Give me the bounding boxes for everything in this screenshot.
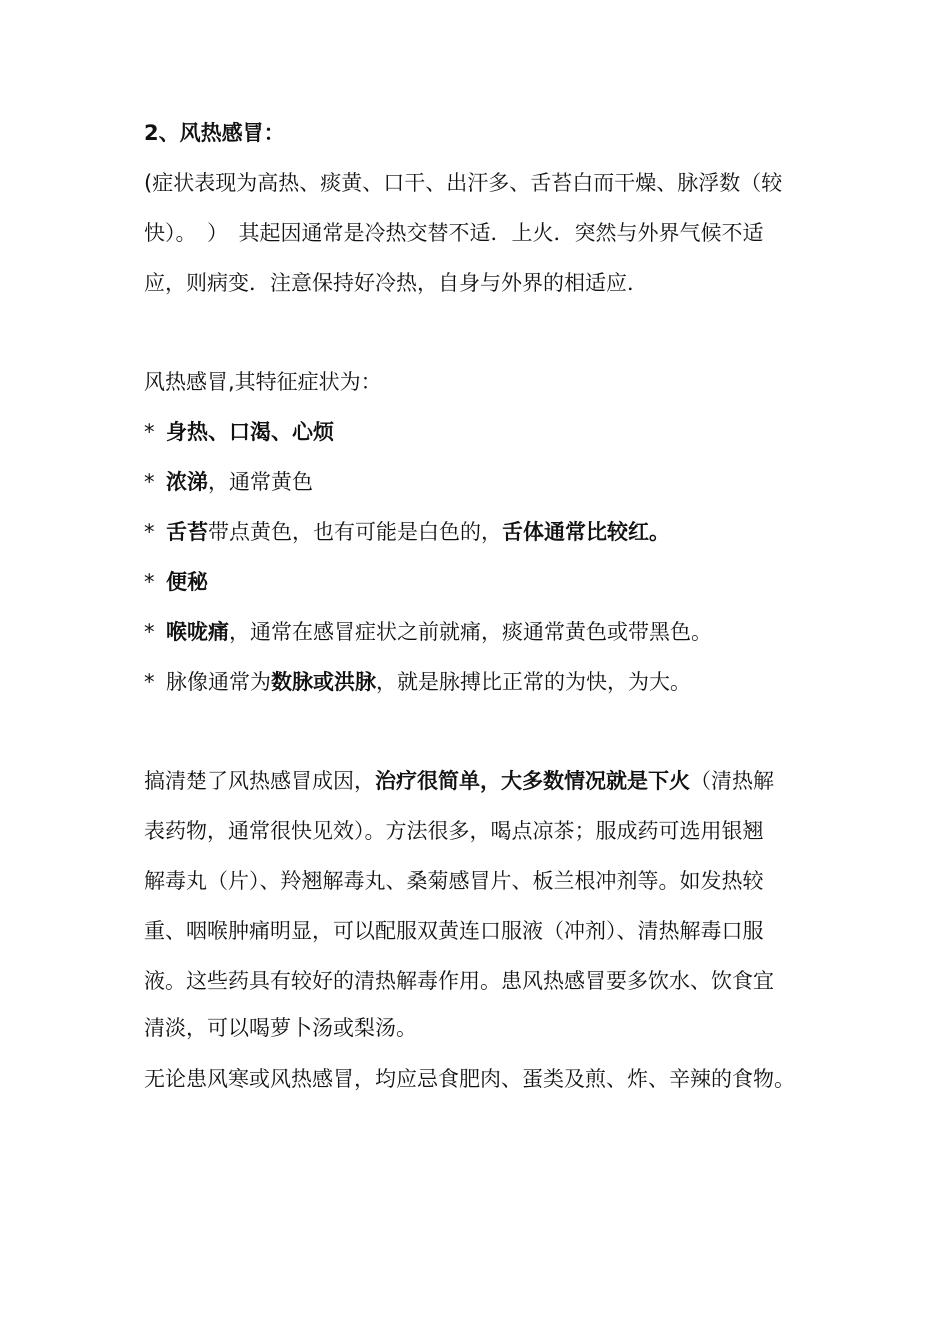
bullet-marker: * — [144, 670, 155, 694]
treatment-line-2: 表药物，通常很快见效）。方法很多，喝点凉茶；服成药可选用银翘 — [144, 819, 764, 843]
treatment-text: （清热解 — [690, 769, 774, 793]
bullet-item — [144, 667, 824, 697]
treatment-line-5: 液。这些药具有较好的清热解毒作用。患风热感冒要多饮水、饮食宜 — [144, 969, 774, 993]
bullet-text: ，通常在感冒症状之前就痛，痰通常黄色或带黑色。 — [229, 620, 712, 644]
bullet-marker: * — [144, 620, 155, 644]
bullet-text: 浓涕 — [166, 470, 208, 494]
bullet-text: 身热、口渴、心烦 — [166, 420, 334, 444]
bullet-item — [144, 467, 824, 497]
features-title: 风热感冒,其特征症状为： — [144, 370, 382, 394]
treatment-emphasis: 治疗很简单，大多数情况就是下火 — [375, 769, 690, 793]
bullet-marker: * — [144, 570, 155, 594]
bullet-item — [144, 517, 824, 547]
bullet-text: ，就是脉搏比正常的为快，为大。 — [376, 670, 691, 694]
intro-line-3: 应，则病变．注意保持好冷热，自身与外界的相适应． — [144, 271, 648, 295]
bullet-text: 舌体通常比较红。 — [502, 520, 670, 544]
treatment-line-3: 解毒丸（片）、羚翘解毒丸、桑菊感冒片、板兰根冲剂等。如发热较 — [144, 869, 764, 893]
bullet-text: 数脉或洪脉 — [271, 670, 376, 694]
bullet-text: 喉咙痛 — [166, 620, 229, 644]
final-note: 无论患风寒或风热感冒，均应忌食肥肉、蛋类及煎、炸、辛辣的食物。 — [144, 1067, 795, 1091]
bullet-marker: * — [144, 420, 155, 444]
treatment-text: 搞清楚了风热感冒成因， — [144, 769, 375, 793]
treatment-line-4: 重、咽喉肿痛明显，可以配服双黄连口服液（冲剂）、清热解毒口服 — [144, 919, 764, 943]
intro-line-2: 快）。 ） 其起因通常是冷热交替不适．上火．突然与外界气候不适 — [144, 221, 764, 245]
treatment-line-6: 清淡，可以喝萝卜汤或梨汤。 — [144, 1016, 417, 1040]
treatment-line-1 — [144, 766, 824, 796]
bullet-marker: * — [144, 470, 155, 494]
section-heading: 2、风热感冒： — [144, 121, 285, 145]
bullet-item — [144, 417, 824, 447]
bullet-text: 脉像通常为 — [166, 670, 271, 694]
bullet-text: 舌苔 — [166, 520, 208, 544]
bullet-item — [144, 567, 824, 597]
bullet-text: 带点黄色，也有可能是白色的， — [208, 520, 502, 544]
intro-line-1: (症状表现为高热、痰黄、口干、出汗多、舌苔白而干燥、脉浮数（较 — [144, 171, 783, 195]
bullet-marker: * — [144, 520, 155, 544]
bullet-text: 便秘 — [166, 570, 208, 594]
bullet-item — [144, 617, 824, 647]
bullet-text: ，通常黄色 — [208, 470, 313, 494]
